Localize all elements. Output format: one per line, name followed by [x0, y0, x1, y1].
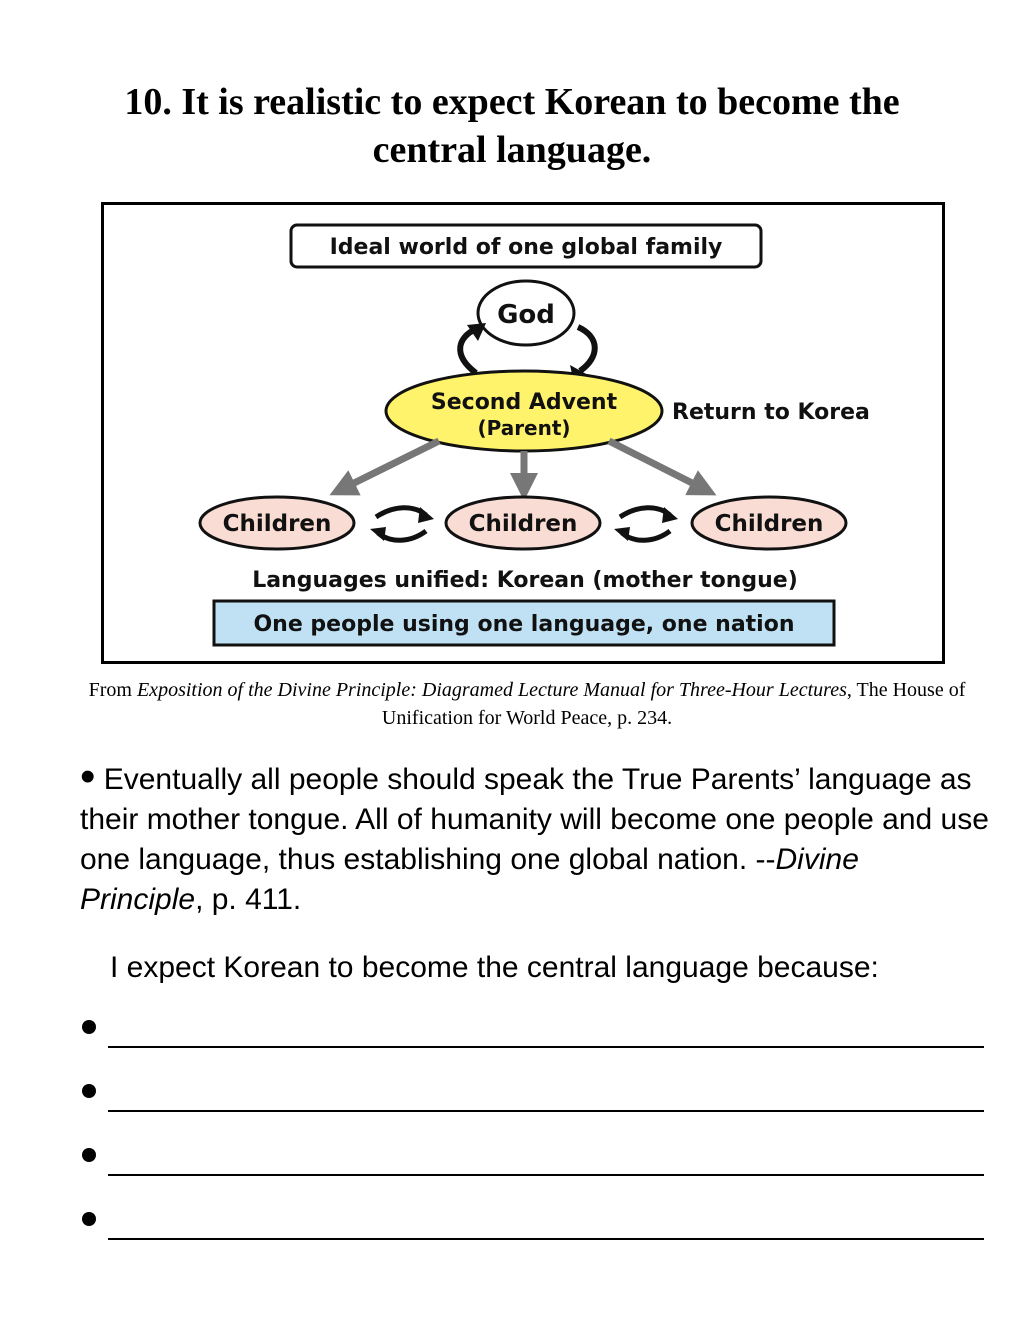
bullet-dot: [82, 1148, 96, 1162]
quote-text: Eventually all people should speak the True Parents’ language as their mother tongue. All of humanity will become one people and use one language, thus establishing one global nation. --: [80, 763, 989, 876]
diagram-caption: [80, 676, 974, 732]
children-center-text: Children: [468, 511, 578, 537]
advent-line-2: (Parent): [477, 416, 571, 440]
quote-bullet: •: [80, 752, 96, 801]
answer-line-4[interactable]: [80, 1202, 990, 1266]
exchange-arrows-right: [614, 507, 678, 541]
god-text: God: [497, 300, 555, 330]
quote-paragraph: [80, 752, 990, 920]
underline: [108, 1174, 984, 1176]
bullet-dot: [82, 1020, 96, 1034]
caption-publisher: , The House of Unification for World Peace, p. 234.: [381, 679, 966, 729]
banner-text: Ideal world of one global family: [329, 235, 723, 260]
response-prompt: I expect Korean to become the central language because:: [110, 951, 879, 984]
answer-line-3[interactable]: [80, 1138, 990, 1202]
page-title: [60, 78, 964, 174]
advent-line-1: Second Advent: [430, 390, 618, 415]
answer-blanks: [80, 1010, 990, 1266]
answer-line-2[interactable]: [80, 1074, 990, 1138]
footer-text: One people using one language, one nation: [253, 612, 795, 637]
title-line-2: central language.: [372, 129, 652, 171]
children-right-text: Children: [714, 511, 824, 537]
caption-prefix: From: [88, 679, 137, 701]
bullet-dot: [82, 1212, 96, 1226]
caption-book-title: Exposition of the Divine Principle: Diagramed Lecture Manual for Three-Hour Lectures: [136, 679, 847, 701]
answer-line-1[interactable]: [80, 1010, 990, 1074]
bullet-dot: [82, 1084, 96, 1098]
title-line-1: 10. It is realistic to expect Korean to become the: [124, 81, 900, 123]
languages-unified-text: Languages unified: Korean (mother tongue): [252, 568, 798, 593]
quote-source: Divine Principle: [80, 843, 859, 916]
underline: [108, 1110, 984, 1112]
underline: [108, 1238, 984, 1240]
quote-page: , p. 411.: [195, 883, 302, 916]
children-left-text: Children: [222, 511, 332, 537]
return-to-korea-text: Return to Korea: [672, 400, 870, 425]
diagram-frame: [101, 202, 945, 664]
underline: [108, 1046, 984, 1048]
one-family-diagram: [104, 205, 942, 661]
exchange-arrows-left: [370, 507, 434, 541]
